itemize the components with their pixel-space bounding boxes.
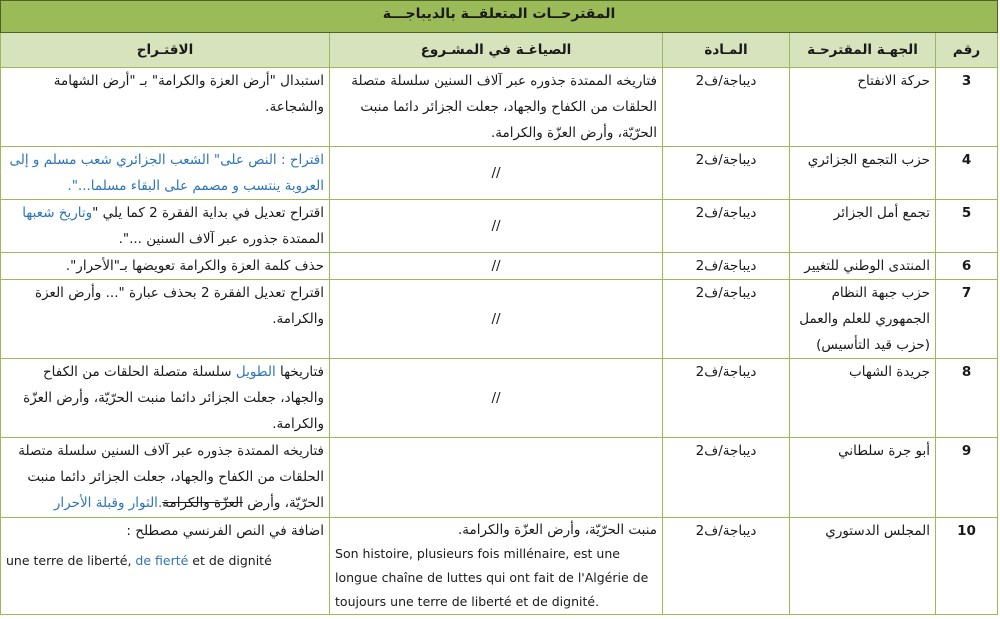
table-row [1,147,998,200]
row-proposal: اقتراح تعديل الفقرة 2 بحذف عبارة "... وأرض العزة والكرامة. [1,280,330,359]
row-number: 6 [936,253,998,280]
proposal-added-text: وتاريخ شعبها [22,205,93,221]
draft-french-text: Son histoire, plusieurs fois millénaire, est une longue chaîne de luttes qui ont fait de l'Algérie de toujours une terre de liberté et de dignité. [335,546,649,609]
table-title: المقترحــات المتعلقــة بالديباجـــة [1,1,998,33]
row-proposer: المنتدى الوطني للتغيير [790,253,936,280]
row-draft [330,518,663,615]
row-proposal [1,359,330,438]
row-number: 4 [936,147,998,200]
row-proposer: حركة الانفتاح [790,68,936,147]
row-number: 3 [936,68,998,147]
proposal-fr-part: une terre de liberté, [6,553,136,568]
table-row [1,359,998,438]
header-proposal: الاقتـراح [1,33,330,68]
header-row [1,33,998,68]
table-row [1,200,998,253]
row-proposal [1,438,330,518]
row-article: ديباجة/ف2 [663,253,790,280]
row-article: ديباجة/ف2 [663,147,790,200]
proposal-fr-added: de fierté [135,553,189,568]
draft-arabic-text: منبت الحرّيّة، وأرض العزّة والكرامة. [458,522,658,538]
row-proposer: أبو جرة سلطاني [790,438,936,518]
header-article: المـادة [663,33,790,68]
table-row [1,438,998,518]
row-article: ديباجة/ف2 [663,200,790,253]
row-number: 10 [936,518,998,615]
table-row [1,68,998,147]
row-number: 5 [936,200,998,253]
row-proposal: استبدال "أرض العزة والكرامة" بـ "أرض الشهامة والشجاعة. [1,68,330,147]
proposal-text: فتاريخه الممتدة جذوره عبر آلاف السنين سلسلة متصلة الحلقات من الكفاح والجهاد، جعلت الجزائر دائما منبت الحرّيّة، وأرض [18,443,325,511]
row-number: 8 [936,359,998,438]
row-article: ديباجة/ف2 [663,68,790,147]
proposal-text: فتاريخها [275,364,325,380]
row-draft: // [330,359,663,438]
proposal-added-text: الطويل [235,364,276,380]
table-row [1,518,998,615]
table-row [1,280,998,359]
row-proposer: المجلس الدستوري [790,518,936,615]
row-number: 9 [936,438,998,518]
row-article: ديباجة/ف2 [663,359,790,438]
row-proposal [1,200,330,253]
proposal-text: اقتراح تعديل في بداية الفقرة 2 كما يلي " [92,205,325,221]
row-proposer: تجمع أمل الجزائر [790,200,936,253]
proposal-fr-part: et de dignité [188,553,272,568]
row-draft: // [330,280,663,359]
proposal-added-text: .الثوار وقبلة الأحرار [53,495,163,511]
row-draft [330,438,663,518]
row-proposal: حذف كلمة العزة والكرامة تعويضها بـ"الأحرار". [1,253,330,280]
header-num: رقم [936,33,998,68]
row-draft: // [330,147,663,200]
header-draft: الصياغـة في المشـروع [330,33,663,68]
row-draft: // [330,200,663,253]
row-proposer: حزب التجمع الجزائري [790,147,936,200]
row-article: ديباجة/ف2 [663,280,790,359]
proposal-text: سلسلة متصلة الحلقات من الكفاح والجهاد، جعلت الجزائر دائما منبت الحرّيّة، وأرض العزّة والكرامة. [23,364,325,432]
row-number: 7 [936,280,998,359]
row-proposer: جريدة الشهاب [790,359,936,438]
row-proposal [1,518,330,615]
table-row [1,253,998,280]
header-proposer: الجهـة المقترحـة [790,33,936,68]
row-article: ديباجة/ف2 [663,518,790,615]
row-draft: // [330,253,663,280]
proposal-text: الممتدة جذوره عبر آلاف السنين ...". [118,231,325,247]
struck-text: العزّة والكرامة [162,495,243,511]
row-article: ديباجة/ف2 [663,438,790,518]
row-proposer: حزب جبهة النظام الجمهوري للعلم والعمل (حزب قيد التأسيس) [790,280,936,359]
proposal-french-text [6,548,324,574]
row-draft: فتاريخه الممتدة جذوره عبر آلاف السنين سلسلة متصلة الحلقات من الكفاح والجهاد، جعلت الجزائر دائما منبت الحرّيّة، وأرض العزّة والكرامة. [330,68,663,147]
proposal-arabic-text: اضافة في النص الفرنسي مصطلح : [126,523,325,539]
row-proposal: اقتراح : النص على" الشعب الجزائري شعب مسلم و إلى العروبة ينتسب و مصمم على البقاء مسلما...". [1,147,330,200]
